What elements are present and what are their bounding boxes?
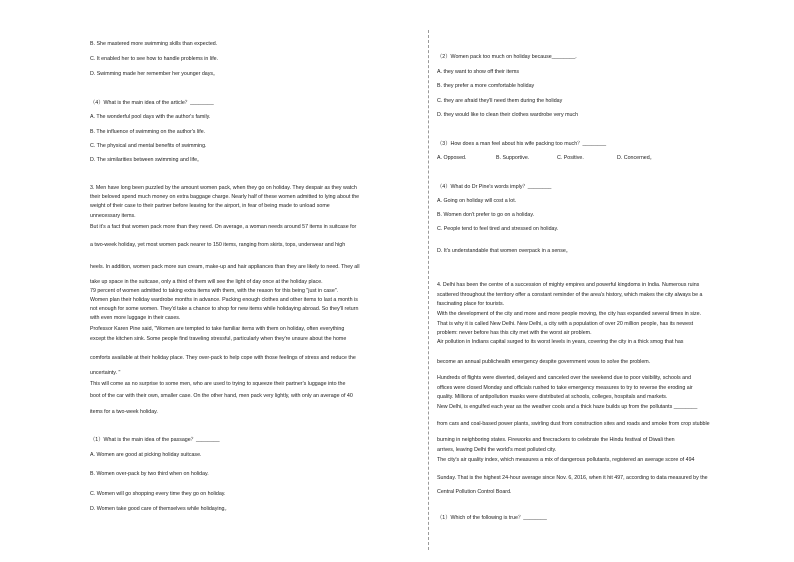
option-b: B. She mastered more swimming skills than expected. — [90, 41, 218, 47]
passage-line: With the development of the city and more and more people moving, the city has expanded several times in size. — [437, 311, 702, 317]
question-stem: （4）What do Dr Pine's words imply？________ — [437, 184, 552, 190]
option-b: B. they prefer a more comfortable holiday — [437, 83, 535, 89]
option-a: A. Going on holiday will cost a lot. — [437, 198, 517, 204]
option-d: D. Concerned。 — [617, 155, 655, 161]
passage-line: This will come as no surprise to some men, who are used to trying to squeeze their partner's luggage into the — [90, 381, 346, 387]
passage-line: problem: never before has this city met with the worst air problem. — [437, 330, 592, 336]
option-b: B. The influence of swimming on the author's life. — [90, 129, 206, 135]
passage-line: burning in neighboring states. Fireworks and firecrackers to celebrate the Hindu festival of Diwali then — [437, 437, 675, 443]
passage-line: scattered throughout the territory offer a constant reminder of the area's history, which makes the city always be a — [437, 292, 703, 298]
option-b: B. Supportive. — [496, 155, 530, 161]
option-c: C. they are afraid they'll need them during the holiday — [437, 98, 563, 104]
passage-line: Women plan their holiday wardrobe months in advance. Packing enough clothes and other items to last a month is — [90, 297, 358, 303]
passage-line: offices were closed Monday and officials rushed to take emergency measures to try to reverse the eroding air — [437, 385, 693, 391]
option-c: C. It enabled her to see how to handle problems in life. — [90, 56, 219, 62]
passage-line: fascinating place for tourists. — [437, 301, 505, 307]
option-c: C. People tend to feel tired and stressed on holiday. — [437, 226, 559, 232]
passage-line: arrives, leaving Delhi the world's most polluted city. — [437, 447, 557, 453]
option-d: D. Women take good care of themselves while holidaying。 — [90, 506, 230, 512]
passage-line: a two-week holiday, yet most women pack nearer to 150 items, ranging from skirts, tops, underwear and high — [90, 242, 346, 248]
passage-line: Air pollution in Indians capital surged to its worst levels in years, covering the city in a thick smog that has — [437, 339, 684, 345]
passage-line: heels. In addition, women pack more sun cream, make-up and hair appliances than they are likely to need. They all — [90, 264, 360, 270]
passage-line: Professor Karen Pine said, "Women are tempted to take familiar items with them on holiday, often everything — [90, 326, 345, 332]
question-stem: （1）Which of the following is true？________ — [437, 515, 547, 521]
option-a: A. they want to show off their items — [437, 69, 520, 75]
passage-line: boot of the car with their own, smaller case. On the other hand, men pack very lightly, with only an average of 40 — [90, 393, 353, 399]
option-b: B. Women don't prefer to go on a holiday. — [437, 212, 535, 218]
option-c: C. The physical and mental benefits of swimming. — [90, 143, 207, 149]
passage-line: with even more luggage in their cases. — [90, 315, 181, 321]
column-divider — [428, 30, 429, 550]
option-b: B. Women over-pack by two third when on holiday. — [90, 471, 209, 477]
passage-line: not enough for some women. They'd take a chance to shop for new items while holidaying abroad. So they'll return — [90, 306, 359, 312]
passage-line: weight of their case to their partner before leaving for the airport, in fear of being made to unload some — [90, 203, 330, 209]
passage-line: 4. Delhi has been the centre of a succession of mighty empires and powerful kingdoms in India. Numerous ruins — [437, 282, 700, 288]
passage-line: Sunday. That is the highest 24-hour average since Nov. 6, 2016, when it hit 497, according to data measured by the — [437, 475, 708, 481]
question-stem: （1）What is the main idea of the passage？________ — [90, 437, 220, 443]
option-d: D. Swimming made her remember her younger days。 — [90, 71, 219, 77]
option-d: D. It's understandable that women overpack in a sense。 — [437, 248, 572, 254]
passage-line: items for a two-week holiday. — [90, 409, 158, 415]
passage-line: quality. Millions of antipollution masks were distributed at schools, colleges, hospitals and markets. — [437, 394, 668, 400]
passage-line: But it's a fact that women pack more than they need. On average, a woman needs around 57 items in suitcase for — [90, 224, 357, 230]
passage-line: except the kitchen sink. Some people find traveling stressful, particularly when they're unsure about the home — [90, 336, 347, 342]
passage-line: uncertainty. " — [90, 370, 121, 376]
passage-line: unnecessary items. — [90, 213, 136, 219]
passage-line: 79 percent of women admitted to taking extra items with them, with the reason for this being "just in case". — [90, 288, 339, 294]
option-d: D. they would like to clean their clothes wardrobe very much — [437, 112, 579, 118]
passage-line: That is why it is called New Delhi. New Delhi, a city with a population of over 20 million people, has its newest — [437, 321, 694, 327]
passage-line: take up space in the suitcase, only a third of them will see the light of day once at the holiday place. — [90, 279, 323, 285]
passage-line: their beloved spend much money on extra baggage charge. Nearly half of these women admitted to lying about the — [90, 194, 360, 200]
option-c: C. Positive. — [557, 155, 584, 161]
passage-line: The city's air quality index, which measures a mix of dangerous pollutants, registered an average score of 494 — [437, 457, 695, 463]
passage-line: become an annual publichealth emergency despite government vows to solve the problem. — [437, 359, 651, 365]
question-stem: （4）What is the main idea of the article？________ — [90, 100, 214, 106]
option-c: C. Women will go shopping every time they go on holiday. — [90, 491, 226, 497]
question-stem: （3）How does a man feel about his wife packing too much？________ — [437, 141, 607, 147]
passage-line: Hundreds of flights were diverted, delayed and canceled over the weekend due to poor visibility, schools and — [437, 375, 692, 381]
option-a: A. Opposed. — [437, 155, 467, 161]
question-stem: （2）Women pack too much on holiday because________. — [437, 54, 577, 60]
option-a: A. Women are good at picking holiday suitcase. — [90, 452, 202, 458]
option-d: D. The similarities between swimming and life。 — [90, 157, 203, 163]
passage-line: comforts available at their holiday place. They over-pack to help cope with those feelings of stress and reduce the — [90, 355, 356, 361]
passage-line: from cars and coal-based power plants, swirling dust from construction sites and roads and smoke from crop stubble — [437, 421, 710, 427]
passage-line: 3. Men have long been puzzled by the amount women pack, when they go on holiday. They despair as they watch — [90, 185, 357, 191]
passage-line: New Delhi, is engulfed each year as the weather cools and a thick haze builds up from the pollutants ________ — [437, 404, 698, 410]
option-a: A. The wonderful pool days with the author's family. — [90, 114, 211, 120]
passage-line: Central Pollution Control Board. — [437, 489, 512, 495]
